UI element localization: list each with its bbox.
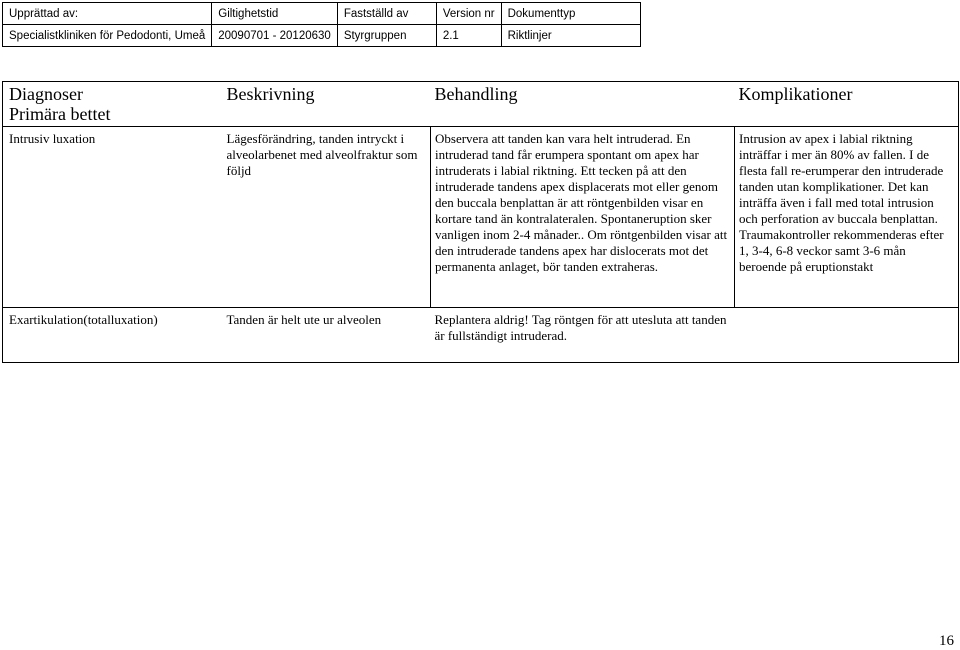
table-row [3, 127, 959, 308]
meta-value-doctype: Riktlinjer [501, 25, 640, 47]
meta-header-version: Version nr [436, 3, 501, 25]
row-description: Tanden är helt ute ur alveolen [223, 308, 431, 363]
meta-value-row [3, 25, 641, 47]
meta-header-row [3, 3, 641, 25]
meta-header-approved-by: Fastställd av [337, 3, 436, 25]
meta-value-validity: 20090701 - 20120630 [212, 25, 338, 47]
meta-value-author: Specialistkliniken för Pedodonti, Umeå [3, 25, 212, 47]
diagnosis-table [2, 81, 959, 363]
meta-value-approved-by: Styrgruppen [337, 25, 436, 47]
row-complications [735, 308, 959, 363]
document-meta-table [2, 2, 641, 47]
meta-header-doctype: Dokumenttyp [501, 3, 640, 25]
table-row [3, 308, 959, 363]
row-diagnosis: Intrusiv luxation [3, 127, 223, 308]
page-number: 16 [939, 633, 954, 649]
header-complications: Komplikationer [735, 82, 959, 127]
diagnosis-table-header-row [3, 82, 959, 127]
meta-header-validity: Giltighetstid [212, 3, 338, 25]
row-treatment: Replantera aldrig! Tag röntgen för att utesluta att tanden är fullständigt intruderad. [431, 308, 735, 363]
header-description: Beskrivning [223, 82, 431, 127]
header-diagnosis-title: Diagnoser [9, 84, 83, 104]
row-treatment: Observera att tanden kan vara helt intruderad. En intruderad tand får erumpera spontant om apex har intruderats i labial riktning. Ett tecken på att den intruderade tandens apex displacerats mot eller genom den buccala benplattan är att röntgenbilden visar en kortare tand än kontralateralen. Spontaneruption sker vanligen inom 2-4 månader.. Om röntgenbilden visar att den intruderade tandens apex har dislocerats mot det permanenta anlaget, bör tanden extraheras. [431, 127, 735, 308]
meta-value-version: 2.1 [436, 25, 501, 47]
meta-header-author: Upprättad av: [3, 3, 212, 25]
header-diagnosis [3, 82, 223, 127]
header-diagnosis-subtitle: Primära bettet [9, 104, 111, 124]
header-treatment: Behandling [431, 82, 735, 127]
row-description: Lägesförändring, tanden intryckt i alveolarbenet med alveolfraktur som följd [223, 127, 431, 308]
row-complications: Intrusion av apex i labial riktning inträffar i mer än 80% av fallen. I de flesta fall re-erumperar den intruderade tanden utan komplikationer. Det kan inträffa även i fall med total intrusion och perforation av buccala benplattan. Traumakontroller rekommenderas efter 1, 3-4, 6-8 veckor samt 3-6 mån beroende på eruptionstakt [735, 127, 959, 308]
row-diagnosis: Exartikulation(totalluxation) [3, 308, 223, 363]
